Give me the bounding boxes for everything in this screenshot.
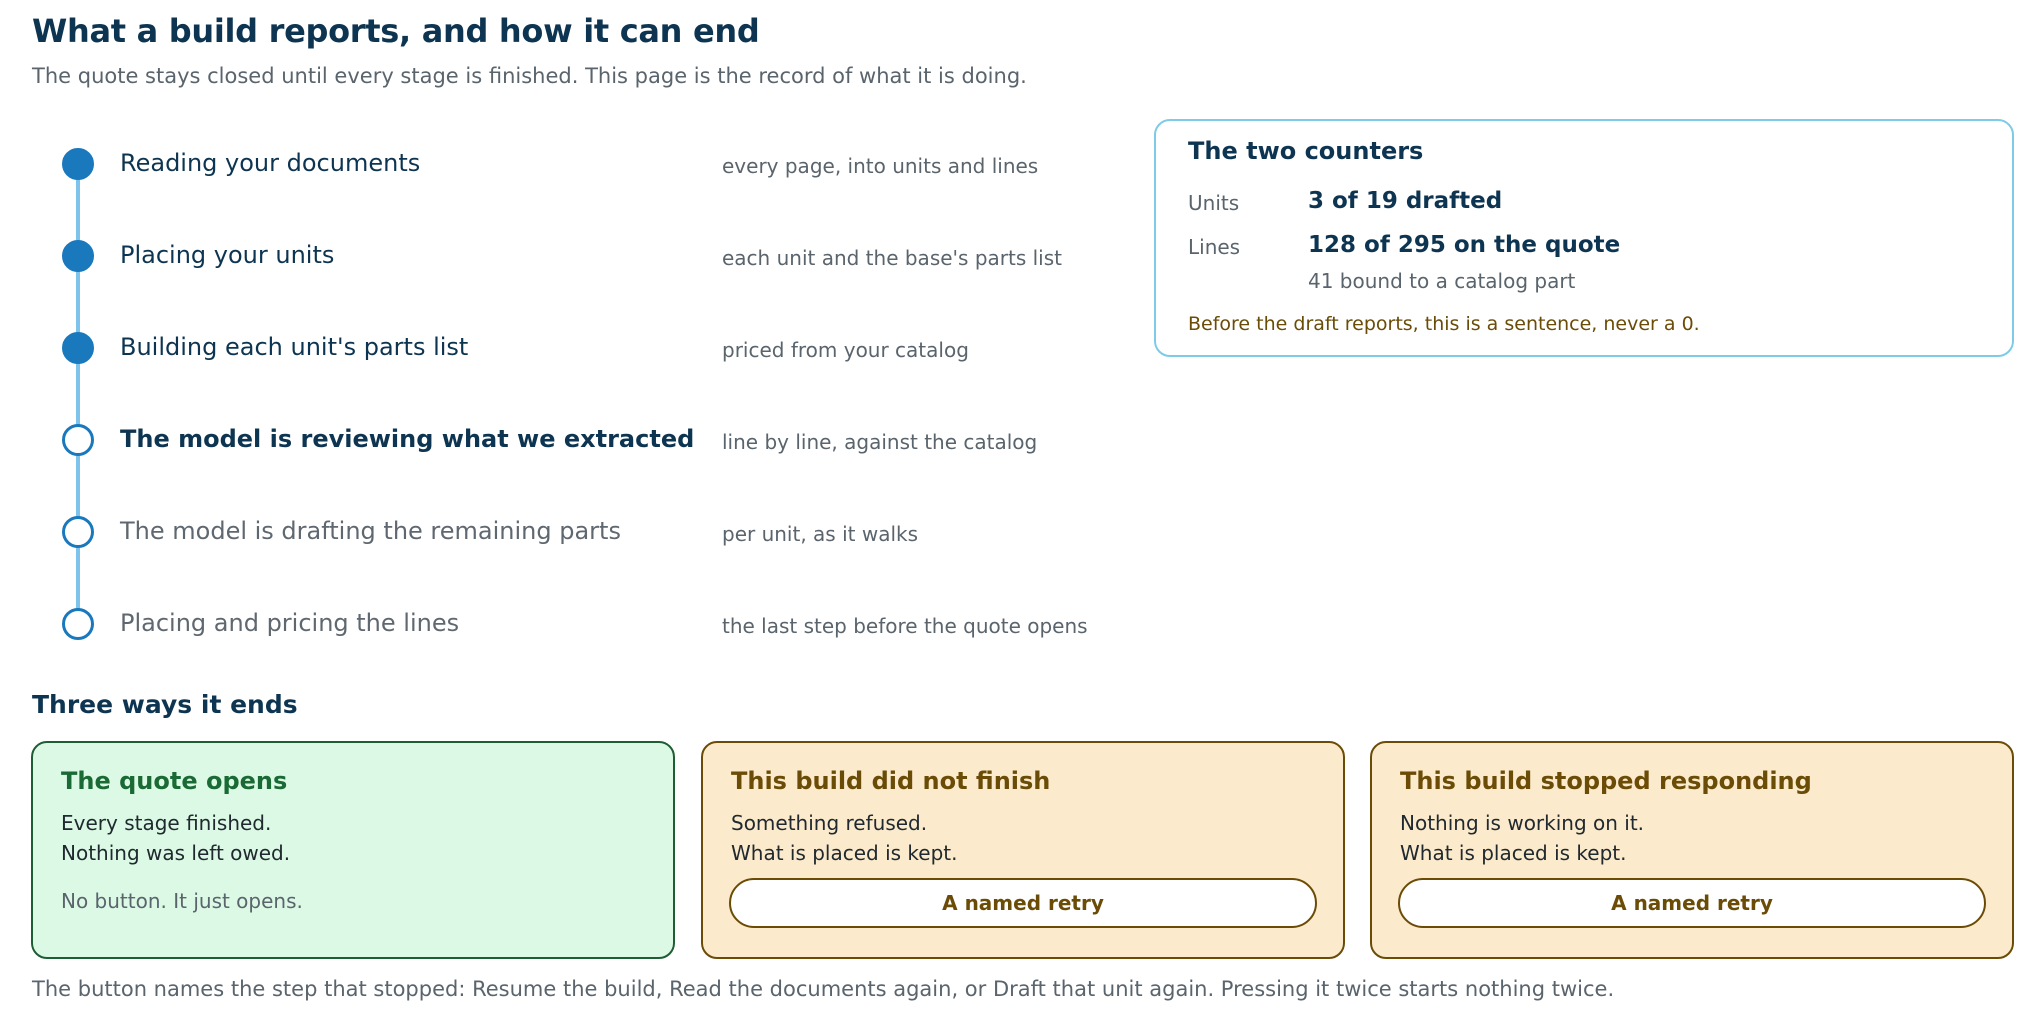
counters-title: The two counters — [1188, 137, 1424, 165]
stage-item — [60, 324, 1110, 370]
endings-title: Three ways it ends — [32, 690, 298, 719]
units-label: Units — [1188, 191, 1240, 215]
card-line: Nothing was left owed. — [61, 841, 291, 865]
page-subtitle: The quote stays closed until every stage is finished. This page is the record of what it is doing. — [32, 64, 1027, 88]
stage-done-dot-icon — [62, 148, 94, 180]
lines-bound-value: 41 bound to a catalog part — [1308, 269, 1576, 293]
stage-item — [60, 600, 1110, 646]
stage-done-dot-icon — [62, 240, 94, 272]
stage-note: line by line, against the catalog — [722, 430, 1038, 454]
card-line: Something refused. — [731, 811, 928, 835]
card-line: Every stage finished. — [61, 811, 272, 835]
retry-button[interactable]: A named retry — [1398, 878, 1986, 928]
stage-done-dot-icon — [62, 332, 94, 364]
card-line: Nothing is working on it. — [1400, 811, 1645, 835]
card-line: What is placed is kept. — [1400, 841, 1627, 865]
card-line: What is placed is kept. — [731, 841, 958, 865]
card-title: The quote opens — [61, 767, 288, 795]
stage-label: Placing and pricing the lines — [120, 609, 460, 637]
stage-note: priced from your catalog — [722, 338, 969, 362]
stage-label: The model is drafting the remaining parts — [120, 517, 621, 545]
stage-item — [60, 232, 1110, 278]
card-title: This build did not finish — [731, 767, 1051, 795]
footnote: The button names the step that stopped: Resume the build, Read the documents again, or Draft that unit again. Pressing it twice starts nothing twice. — [32, 977, 1615, 1001]
stage-label: Placing your units — [120, 241, 335, 269]
lines-label: Lines — [1188, 235, 1241, 259]
stage-current-dot-icon — [62, 424, 94, 456]
counters-note: Before the draft reports, this is a sentence, never a 0. — [1188, 313, 1700, 335]
counters-panel — [1154, 119, 2014, 357]
stage-label: Building each unit's parts list — [120, 333, 469, 361]
stage-note: each unit and the base's parts list — [722, 246, 1062, 270]
stage-list — [60, 140, 1110, 660]
stage-note: the last step before the quote opens — [722, 614, 1088, 638]
ending-card-did-not-finish — [701, 741, 1345, 959]
ending-card-stopped-responding — [1370, 741, 2014, 959]
card-foot-note: No button. It just opens. — [61, 889, 303, 913]
stage-item — [60, 508, 1110, 554]
stage-label: Reading your documents — [120, 149, 421, 177]
stage-item-current — [60, 416, 1110, 462]
stage-pending-dot-icon — [62, 608, 94, 640]
ending-card-quote-opens — [31, 741, 675, 959]
stage-item — [60, 140, 1110, 186]
stage-label: The model is reviewing what we extracted — [120, 425, 695, 453]
card-title: This build stopped responding — [1400, 767, 1812, 795]
stage-pending-dot-icon — [62, 516, 94, 548]
stage-note: per unit, as it walks — [722, 522, 919, 546]
page-title: What a build reports, and how it can end — [32, 12, 760, 50]
stage-note: every page, into units and lines — [722, 154, 1039, 178]
lines-value: 128 of 295 on the quote — [1308, 232, 1621, 258]
units-value: 3 of 19 drafted — [1308, 188, 1503, 214]
retry-button[interactable]: A named retry — [729, 878, 1317, 928]
